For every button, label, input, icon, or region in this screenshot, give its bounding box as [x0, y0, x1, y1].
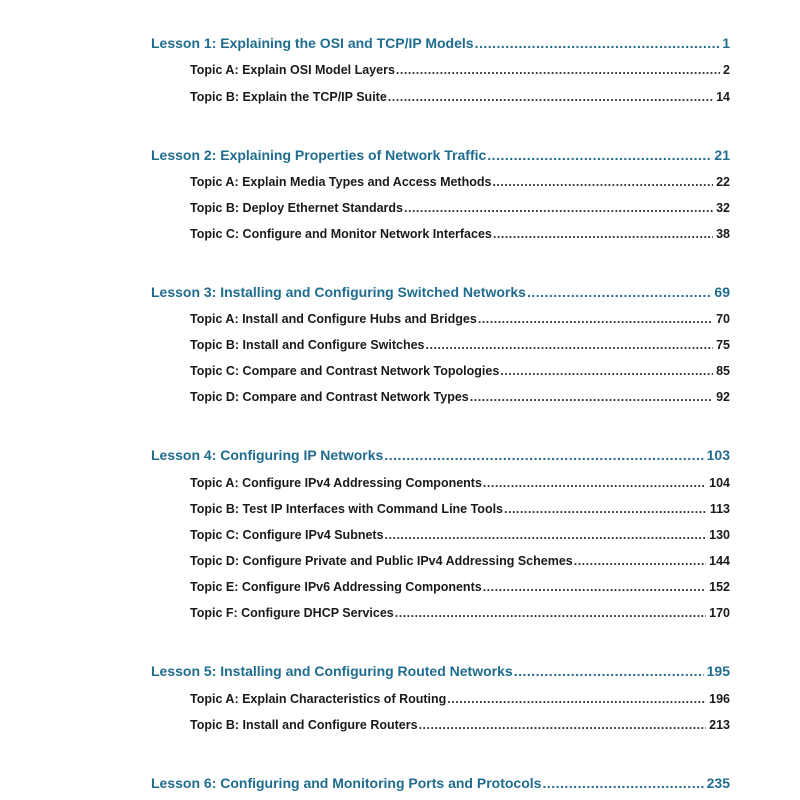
- topic-title: Topic A: Explain Media Types and Access Methods: [190, 175, 492, 189]
- topic-title: Topic A: Configure IPv4 Addressing Components: [190, 476, 482, 490]
- lesson-title: Lesson 4: Configuring IP Networks: [151, 447, 384, 463]
- lesson-title: Lesson 5: Installing and Configuring Routed Networks: [151, 663, 513, 679]
- topic-page-number: 196: [709, 692, 730, 706]
- dot-leader: [419, 718, 707, 732]
- topic-page-number: 22: [716, 175, 730, 189]
- topic-page-number: 170: [709, 606, 730, 620]
- topic-page-number: 152: [709, 580, 730, 594]
- topic-page-number: 113: [709, 502, 730, 516]
- toc-lesson-1[interactable]: [151, 35, 730, 51]
- topic-title: Topic A: Install and Configure Hubs and Bridges: [190, 312, 477, 326]
- dot-leader: [492, 175, 713, 189]
- dot-leader: [470, 390, 713, 404]
- toc-lesson-3[interactable]: [151, 284, 730, 300]
- dot-leader: [493, 227, 713, 241]
- dot-leader: [384, 447, 703, 463]
- topic-page-number: 14: [716, 90, 730, 104]
- dot-leader: [426, 338, 714, 352]
- topic-page-number: 2: [723, 63, 730, 77]
- dot-leader: [514, 663, 704, 679]
- toc-topic[interactable]: [190, 476, 730, 490]
- toc-lesson-5[interactable]: [151, 663, 730, 679]
- topic-title: Topic C: Compare and Contrast Network Topologies: [190, 364, 500, 378]
- dot-leader: [574, 554, 706, 568]
- topic-title: Topic C: Configure IPv4 Subnets: [190, 528, 384, 542]
- topic-title: Topic F: Configure DHCP Services: [190, 606, 394, 620]
- toc-topic[interactable]: [190, 364, 730, 378]
- topic-page-number: 213: [709, 718, 730, 732]
- toc-topic[interactable]: [190, 606, 730, 620]
- lesson-page-number: 235: [706, 775, 730, 791]
- lesson-page-number: 1: [722, 35, 730, 51]
- lesson-title: Lesson 3: Installing and Configuring Switched Networks: [151, 284, 526, 300]
- toc-topic[interactable]: [190, 390, 730, 404]
- topic-title: Topic E: Configure IPv6 Addressing Components: [190, 580, 482, 594]
- dot-leader: [447, 692, 706, 706]
- dot-leader: [527, 284, 711, 300]
- topic-title: Topic B: Install and Configure Routers: [190, 718, 418, 732]
- topic-page-number: 85: [716, 364, 730, 378]
- toc-topic[interactable]: [190, 175, 730, 189]
- toc-topic[interactable]: [190, 692, 730, 706]
- topic-page-number: 32: [716, 201, 730, 215]
- dot-leader: [385, 528, 707, 542]
- topic-page-number: 75: [716, 338, 730, 352]
- toc-topic[interactable]: [190, 502, 730, 516]
- dot-leader: [487, 147, 711, 163]
- topic-page-number: 38: [716, 227, 730, 241]
- topic-page-number: 92: [716, 390, 730, 404]
- toc-topic[interactable]: [190, 528, 730, 542]
- dot-leader: [504, 502, 707, 516]
- toc-topic[interactable]: [190, 718, 730, 732]
- topic-page-number: 104: [709, 476, 730, 490]
- toc-topic[interactable]: [190, 338, 730, 352]
- topic-title: Topic A: Explain OSI Model Layers: [190, 63, 395, 77]
- topic-title: Topic D: Configure Private and Public IPv4 Addressing Schemes: [190, 554, 573, 568]
- toc-lesson-2[interactable]: [151, 147, 730, 163]
- topic-page-number: 144: [709, 554, 730, 568]
- toc-topic[interactable]: [190, 312, 730, 326]
- dot-leader: [483, 580, 706, 594]
- topic-title: Topic B: Explain the TCP/IP Suite: [190, 90, 387, 104]
- dot-leader: [483, 476, 706, 490]
- topic-page-number: 70: [716, 312, 730, 326]
- topic-title: Topic B: Install and Configure Switches: [190, 338, 425, 352]
- topic-title: Topic B: Deploy Ethernet Standards: [190, 201, 403, 215]
- lesson-title: Lesson 2: Explaining Properties of Network Traffic: [151, 147, 487, 163]
- lesson-page-number: 69: [714, 284, 730, 300]
- dot-leader: [404, 201, 713, 215]
- topic-title: Topic D: Compare and Contrast Network Types: [190, 390, 469, 404]
- topic-title: Topic B: Test IP Interfaces with Command Line Tools: [190, 502, 504, 516]
- toc-topic[interactable]: [190, 63, 730, 77]
- dot-leader: [388, 90, 713, 104]
- toc-topic[interactable]: [190, 90, 730, 104]
- toc-topic[interactable]: [190, 554, 730, 568]
- toc-topic[interactable]: [190, 227, 730, 241]
- lesson-page-number: 21: [714, 147, 730, 163]
- lesson-title: Lesson 6: Configuring and Monitoring Ports and Protocols: [151, 775, 542, 791]
- dot-leader: [396, 63, 720, 77]
- dot-leader: [542, 775, 703, 791]
- toc-lesson-6[interactable]: [151, 775, 730, 791]
- dot-leader: [478, 312, 713, 326]
- dot-leader: [475, 35, 720, 51]
- lesson-title: Lesson 1: Explaining the OSI and TCP/IP Models: [151, 35, 474, 51]
- topic-page-number: 130: [709, 528, 730, 542]
- dot-leader: [500, 364, 713, 378]
- topic-title: Topic A: Explain Characteristics of Routing: [190, 692, 447, 706]
- lesson-page-number: 195: [706, 663, 730, 679]
- dot-leader: [395, 606, 706, 620]
- topic-title: Topic C: Configure and Monitor Network Interfaces: [190, 227, 492, 241]
- toc-topic[interactable]: [190, 580, 730, 594]
- toc-lesson-4[interactable]: [151, 447, 730, 463]
- toc-topic[interactable]: [190, 201, 730, 215]
- lesson-page-number: 103: [706, 447, 730, 463]
